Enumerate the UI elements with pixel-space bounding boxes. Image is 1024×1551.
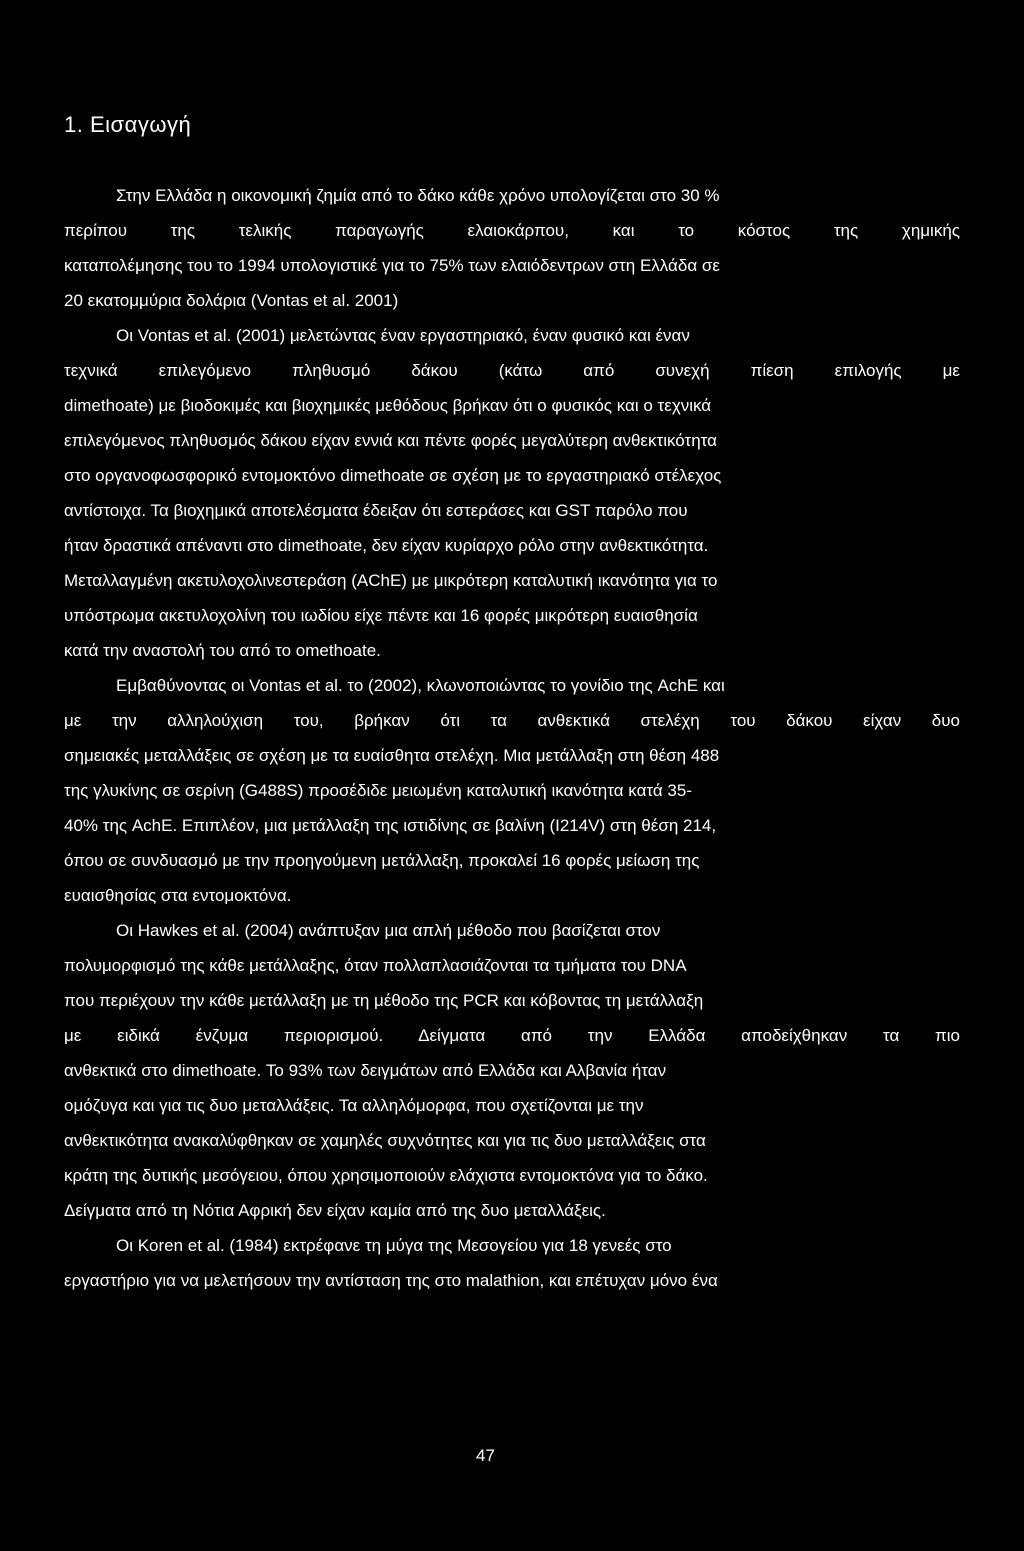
- page-number: 47: [476, 1446, 495, 1465]
- text-line: στο οργανοφωσφορικό εντομοκτόνο dimethoate σε σχέση με το εργαστηριακό στέλεχος: [64, 466, 722, 485]
- text-line: σημειακές μεταλλάξεις σε σχέση με τα ευαίσθητα στελέχη. Μια μετάλλαξη στη θέση 488: [64, 746, 720, 765]
- text-line: υπόστρωμα ακετυλοχολίνη του ιωδίου είχε πέντε και 16 φορές μικρότερη ευαισθησία: [64, 606, 698, 625]
- text-line: εργαστήριο για να μελετήσουν την αντίσταση της στο malathion, και επέτυχαν μόνο ένα: [64, 1271, 718, 1290]
- text-line: τεχνικά επιλεγόμενο πληθυσμό δάκου (κάτω από συνεχή πίεση επιλογής με: [64, 361, 960, 380]
- text-line: ομόζυγα και για τις δυο μεταλλάξεις. Τα αλληλόμορφα, που σχετίζονται με την: [64, 1096, 644, 1115]
- text-line: Στην Ελλάδα η οικονομική ζημία από το δάκο κάθε χρόνο υπολογίζεται στο 30 %: [116, 186, 720, 205]
- text-line: με την αλληλούχιση του, βρήκαν ότι τα ανθεκτικά στελέχη του δάκου είχαν δυο: [64, 711, 960, 730]
- text-line: με ειδικά ένζυμα περιορισμού. Δείγματα από την Ελλάδα αποδείχθηκαν τα πιο: [64, 1026, 960, 1045]
- text-line: της γλυκίνης σε σερίνη (G488S) προσέδιδε μειωμένη καταλυτική ικανότητα κατά 35-: [64, 781, 692, 800]
- text-line: Οι Hawkes et al. (2004) ανάπτυξαν μια απλή μέθοδο που βασίζεται στον: [116, 921, 661, 940]
- text-line: ανθεκτικότητα ανακαλύφθηκαν σε χαμηλές συχνότητες και για τις δυο μεταλλάξεις στα: [64, 1131, 706, 1150]
- text-line: πολυμορφισμό της κάθε μετάλλαξης, όταν πολλαπλασιάζονται τα τμήματα του DNA: [64, 956, 687, 975]
- text-line: Εμβαθύνοντας οι Vontas et al. το (2002), κλωνοποιώντας το γονίδιο της AchE και: [116, 676, 725, 695]
- text-line: Δείγματα από τη Νότια Αφρική δεν είχαν καμία από της δυο μεταλλάξεις.: [64, 1201, 606, 1220]
- text-line: καταπολέμησης του το 1994 υπολογιστικέ για το 75% των ελαιόδεντρων στη Ελλάδα σε: [64, 256, 720, 275]
- text-line: που περιέχουν την κάθε μετάλλαξη με τη μέθοδο της PCR και κόβοντας τη μετάλλαξη: [64, 991, 704, 1010]
- text-line: περίπου της τελικής παραγωγής ελαιοκάρπου, και το κόστος της χημικής: [64, 221, 960, 240]
- text-line: κατά την αναστολή του από το omethoate.: [64, 641, 381, 660]
- text-line: αντίστοιχα. Τα βιοχημικά αποτελέσματα έδειξαν ότι εστεράσες και GST παρόλο που: [64, 501, 688, 520]
- text-line: Οι Vontas et al. (2001) μελετώντας έναν εργαστηριακό, έναν φυσικό και έναν: [116, 326, 690, 345]
- text-line: ανθεκτικά στο dimethoate. Το 93% των δειγμάτων από Ελλάδα και Αλβανία ήταν: [64, 1061, 667, 1080]
- text-line: ευαισθησίας στα εντομοκτόνα.: [64, 886, 292, 905]
- text-line: 40% της AchE. Επιπλέον, μια μετάλλαξη της ιστιδίνης σε βαλίνη (I214V) στη θέση 214,: [64, 816, 717, 835]
- text-line: επιλεγόμενος πληθυσμός δάκου είχαν εννιά και πέντε φορές μεγαλύτερη ανθεκτικότητα: [64, 431, 717, 450]
- text-line: ήταν δραστικά απέναντι στο dimethoate, δεν είχαν κυρίαρχο ρόλο στην ανθεκτικότητα.: [64, 536, 709, 555]
- text-line: dimethoate) με βιοδοκιμές και βιοχημικές μεθόδους βρήκαν ότι ο φυσικός και ο τεχνικά: [64, 396, 712, 415]
- section-heading: 1. Εισαγωγή: [64, 112, 192, 137]
- text-line: Οι Koren et al. (1984) εκτρέφανε τη μύγα της Μεσογείου για 18 γενεές στο: [116, 1236, 672, 1255]
- text-line: 20 εκατομμύρια δολάρια (Vontas et al. 2001): [64, 291, 399, 310]
- text-line: όπου σε συνδυασμό με την προηγούμενη μετάλλαξη, προκαλεί 16 φορές μείωση της: [64, 851, 700, 870]
- text-line: Μεταλλαγμένη ακετυλοχολινεστεράση (AChE) με μικρότερη καταλυτική ικανότητα για το: [64, 571, 718, 590]
- text-line: κράτη της δυτικής μεσόγειου, όπου χρησιμοποιούν ελάχιστα εντομοκτόνα για το δάκο.: [64, 1166, 708, 1185]
